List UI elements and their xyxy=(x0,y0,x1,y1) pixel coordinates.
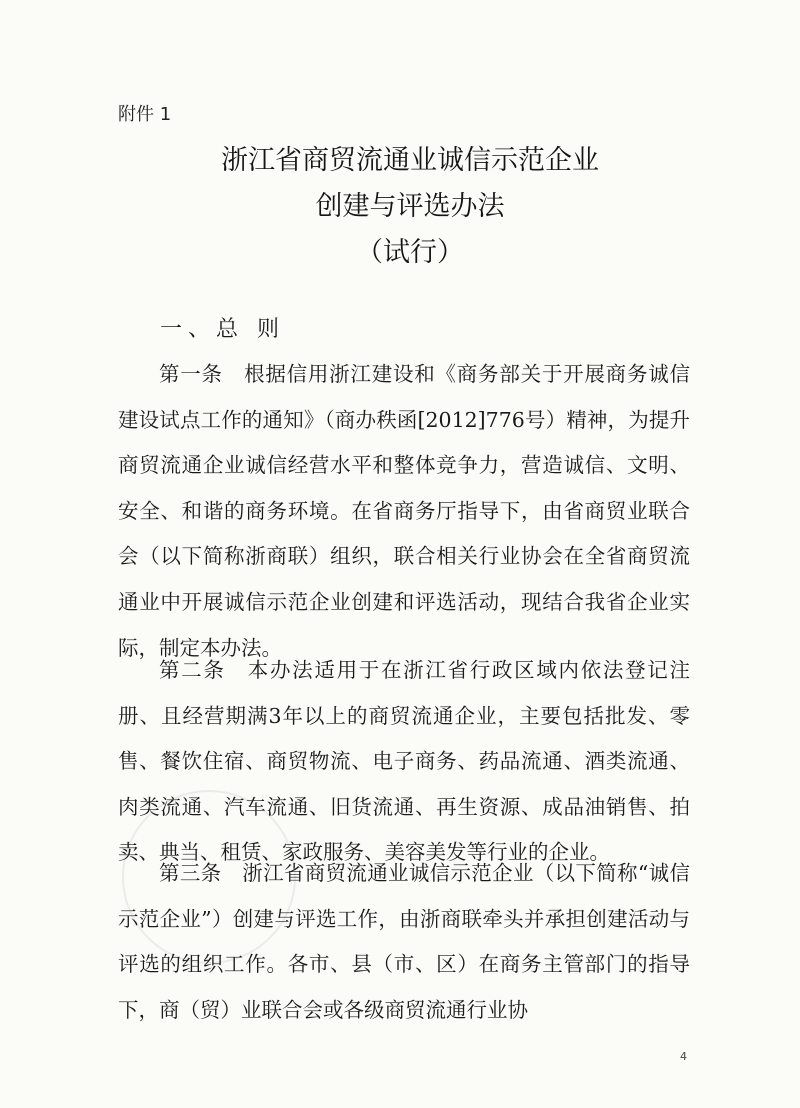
article-3-paragraph: 第三条 浙江省商贸流通业诚信示范企业（以下简称“诚信示范企业”）创建与评选工作，由浙商联牵头并承担创建活动与评选的组织工作。各市、县（市、区）在商务主管部门的指导下，商（贸）业联合会或各级商贸流通行业协 xyxy=(118,861,690,1022)
article-2-paragraph: 第二条 本办法适用于在浙江省行政区域内依法登记注册、且经营期满3年以上的商贸流通企业，主要包括批发、零售、餐饮住宿、商贸物流、电子商务、药品流通、酒类流通、肉类流通、汽车流通、旧货流通、再生资源、成品油销售、拍卖、典当、租赁、家政服务、美容美发等行业的企业。 xyxy=(118,658,690,865)
document-title-line-3: （试行） xyxy=(356,237,464,268)
article-1-paragraph: 第一条 根据信用浙江建设和《商务部关于开展商务诚信建设试点工作的通知》（商办秩函[2012]776号）精神，为提升商贸流通企业诚信经营水平和整体竞争力，营造诚信、文明、安全、和谐的商务环境。在省商务厅指导下，由省商贸业联合会（以下简称浙商联）组织，联合相关行业协会在全省商贸流通业中开展诚信示范企业创建和评选活动，现结合我省企业实际，制定本办法。 xyxy=(118,362,690,660)
page-number: 4 xyxy=(680,1050,687,1063)
document-title-line-2: 创建与评选办法 xyxy=(315,191,505,222)
document-title-line-1: 浙江省商贸流通业诚信示范企业 xyxy=(221,145,599,176)
section-heading: 一、总 则 xyxy=(160,317,285,342)
attachment-label: 附件 1 xyxy=(118,104,172,125)
